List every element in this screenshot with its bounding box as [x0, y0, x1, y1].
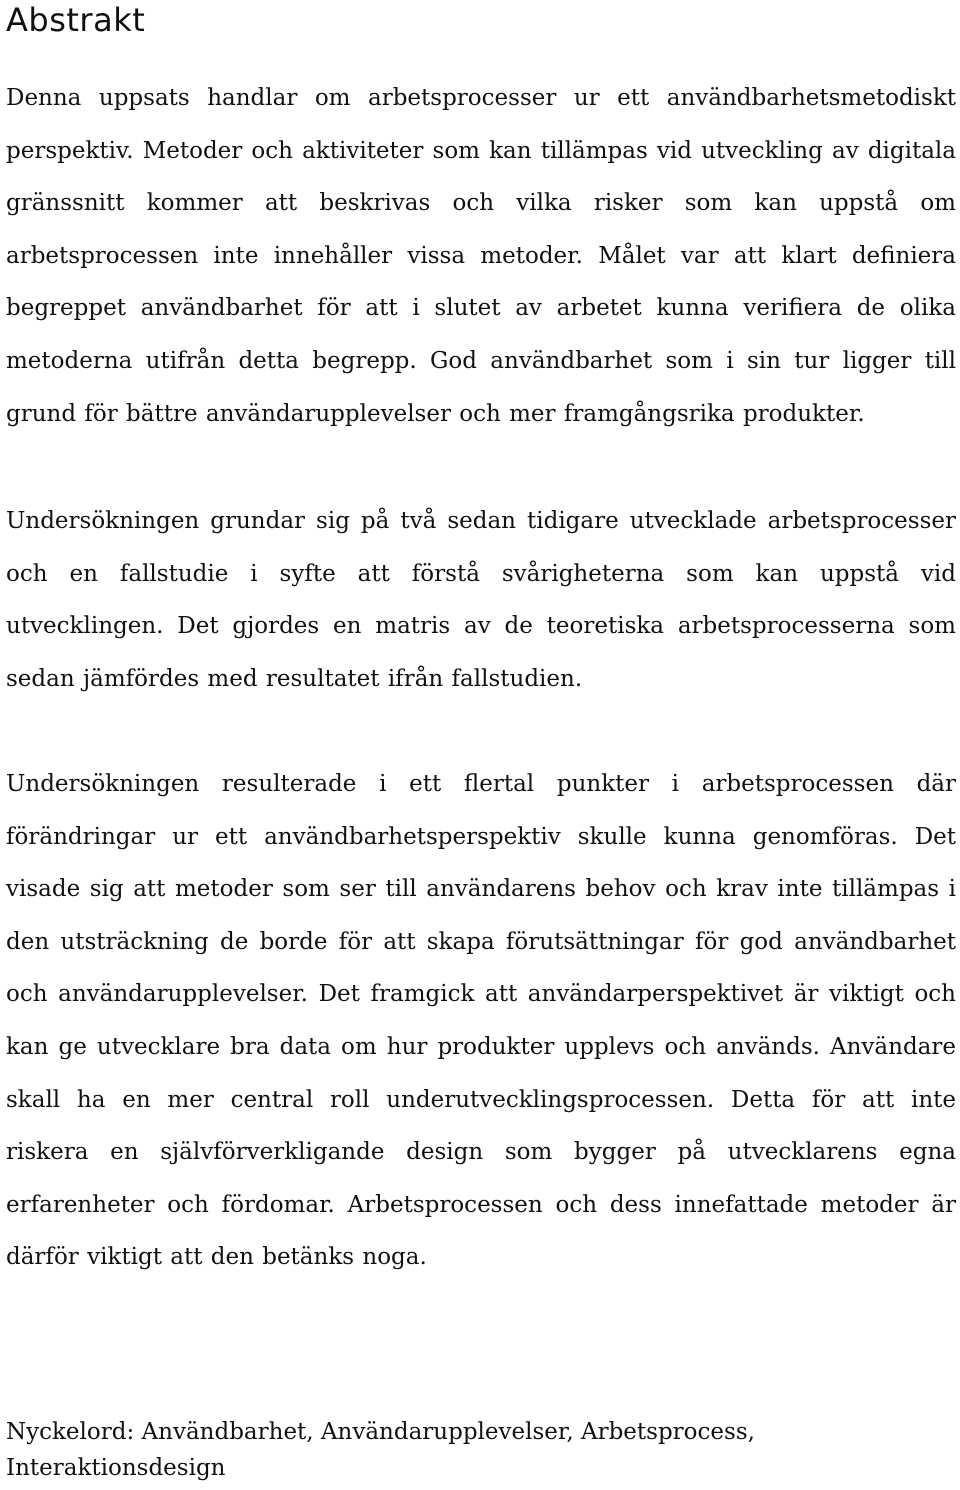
abstract-paragraph-3: Undersökningen resulterade i ett flertal punkter i arbetsprocessen där förändringar ur ett användbarhetsperspektiv skulle kunna genomföras. Det visade sig att metoder som ser till användarens behov och krav inte tillämpas i den utsträckning de borde för att skapa förutsättningar för god användbarhet och användarupplevelser. Det framgick att användarperspektivet är viktigt och kan ge utvecklare bra data om hur produkter upplevs och används. Användare skall ha en mer central roll underutvecklingsprocessen. Detta för att inte riskera en självförverkligande design som bygger på utvecklarens egna erfarenheter och fördomar. Arbetsprocessen och dess innefattade metoder är därför viktigt att den betänks noga. [6, 771, 956, 1271]
abstract-paragraph-1: Denna uppsats handlar om arbetsprocesser ur ett användbarhetsmetodiskt perspektiv. Metoder och aktiviteter som kan tillämpas vid utveckling av digitala gränssnitt kommer att beskrivas och vilka risker som kan uppstå om arbetsprocessen inte innehåller vissa metoder. Målet var att klart definiera begreppet användbarhet för att i slutet av arbetet kunna verifiera de olika metoderna utifrån detta begrepp. God användbarhet som i sin tur ligger till grund för bättre användarupplevelser och mer framgångsrika produkter. [6, 85, 956, 427]
page-title: Abstrakt [6, 1, 146, 39]
keywords-line: Nyckelord: Användbarhet, Användarupplevelser, Arbetsprocess, Interaktionsdesign [6, 1419, 755, 1481]
abstract-paragraph-2: Undersökningen grundar sig på två sedan tidigare utvecklade arbetsprocesser och en fallstudie i syfte att förstå svårigheterna som kan uppstå vid utvecklingen. Det gjordes en matris av de teoretiska arbetsprocesserna som sedan jämfördes med resultatet ifrån fallstudien. [6, 508, 956, 692]
